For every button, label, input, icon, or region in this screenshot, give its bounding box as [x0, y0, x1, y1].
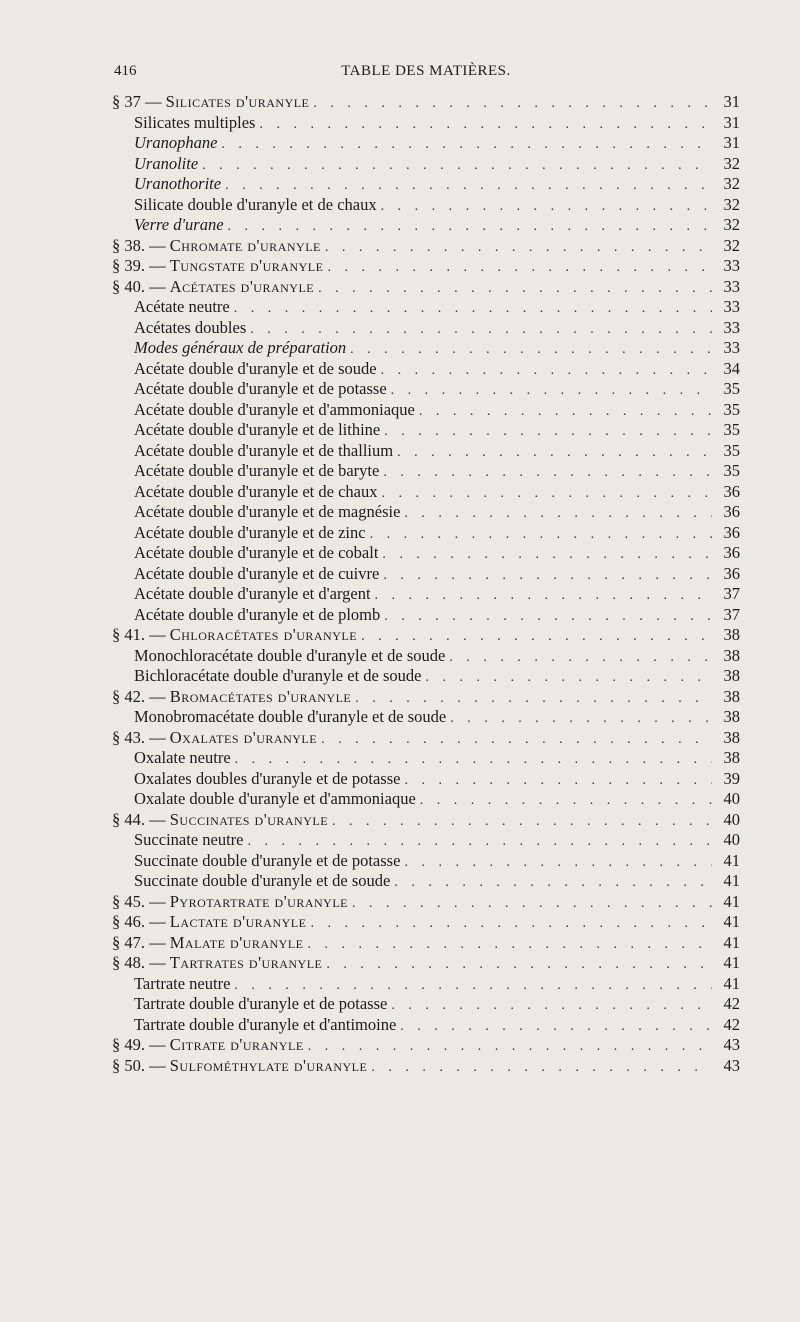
entry-label: Tartrate double d'uranyle et d'antimoine: [134, 1014, 397, 1034]
dot-leader: [308, 1037, 712, 1058]
dot-leader: [384, 422, 712, 443]
toc-entry: [112, 646, 740, 667]
entry-page-number: 38: [723, 625, 740, 644]
entry-label: Succinate neutre: [134, 830, 244, 849]
entry-label: § 44. — Succinates d'uranyle: [112, 809, 329, 829]
entry-label: Acétate double d'uranyle et de cuivre: [134, 563, 380, 583]
section-title: Acétates d'uranyle: [169, 276, 315, 296]
entry-label: § 48. — Tartrates d'uranyle: [112, 953, 323, 972]
section-title: Oxalates d'uranyle: [169, 727, 318, 747]
dot-leader: [384, 607, 712, 628]
toc-entry: [112, 830, 740, 851]
entry-label: Acétate double d'uranyle et de chaux: [134, 481, 378, 501]
dot-leader: [382, 545, 712, 566]
dot-leader: [361, 627, 712, 648]
running-title: TABLE DES MATIÈRES.: [341, 63, 511, 79]
entry-label: § 37 — Silicates d'uranyle: [112, 92, 310, 111]
entry-page-number: 41: [723, 932, 740, 952]
dot-leader: [404, 853, 712, 874]
dot-leader: [420, 791, 712, 812]
entry-label: Uranothorite: [134, 174, 222, 193]
entry-label: Acétate double d'uranyle et de potasse: [134, 379, 387, 398]
toc-entry: [112, 174, 740, 195]
toc-entry: [112, 871, 740, 892]
toc-section-entry: [112, 92, 740, 113]
dot-leader: [381, 361, 712, 382]
dot-leader: [381, 197, 712, 218]
section-number: § 43.: [112, 727, 145, 747]
entry-label: § 46. — Lactate d'uranyle: [112, 912, 307, 931]
entry-label: Acétate neutre: [134, 297, 230, 316]
toc-entry: [112, 666, 740, 687]
entry-label: Uranolite: [134, 153, 199, 173]
section-title: Tartrates d'uranyle: [169, 953, 323, 972]
entry-page-number: 34: [723, 358, 740, 378]
entry-label: Tartrate double d'uranyle et de potasse: [134, 994, 388, 1013]
toc-entry: [112, 584, 740, 605]
dot-leader: [325, 238, 712, 259]
toc-entry: [112, 769, 740, 790]
entry-label: § 43. — Oxalates d'uranyle: [112, 727, 318, 747]
dot-leader: [370, 525, 712, 546]
section-title: Silicates d'uranyle: [165, 92, 310, 111]
entry-page-number: 36: [723, 563, 740, 583]
toc-entry: [112, 338, 740, 359]
dot-leader: [332, 812, 712, 833]
toc-entry: [112, 707, 740, 728]
entry-label: Acétates doubles: [134, 317, 247, 337]
section-number: § 42.: [112, 686, 145, 706]
toc-entry: [112, 154, 740, 175]
dot-leader: [397, 443, 712, 464]
entry-page-number: 36: [723, 543, 740, 562]
entry-page-number: 33: [723, 276, 740, 296]
toc-entry: [112, 215, 740, 236]
entry-page-number: 35: [723, 440, 740, 460]
entry-page-number: 38: [723, 686, 740, 706]
toc-entry: [112, 543, 740, 564]
dot-leader: [375, 586, 712, 607]
dot-leader: [404, 504, 712, 525]
dot-leader: [371, 1058, 712, 1079]
toc-section-entry: [112, 236, 740, 257]
toc-entry: [112, 195, 740, 216]
entry-label: Bichloracétate double d'uranyle et de soude: [134, 666, 422, 685]
entry-page-number: 31: [723, 112, 740, 132]
dot-leader: [394, 873, 712, 894]
entry-label: § 40. — Acétates d'uranyle: [112, 276, 315, 296]
dot-leader: [327, 258, 712, 279]
dot-leader: [321, 730, 712, 751]
page-header: [114, 63, 738, 85]
dot-leader: [383, 463, 712, 484]
entry-page-number: 35: [723, 399, 740, 419]
entry-label: Oxalate neutre: [134, 748, 231, 767]
entry-page-number: 41: [723, 973, 740, 993]
entry-page-number: 35: [723, 461, 740, 480]
dot-leader: [449, 648, 712, 669]
entry-page-number: 35: [723, 379, 740, 398]
section-number: § 45.: [112, 891, 145, 911]
entry-label: § 42. — Bromacétates d'uranyle: [112, 686, 352, 706]
dot-leader: [221, 135, 712, 156]
dot-leader: [404, 771, 712, 792]
toc-section-entry: [112, 1056, 740, 1077]
entry-label: Acétate double d'uranyle et de magnésie: [134, 502, 401, 521]
toc-entry: [112, 789, 740, 810]
dot-leader: [228, 217, 712, 238]
section-number: § 46.: [112, 912, 145, 931]
entry-label: Acétate double d'uranyle et de thallium: [134, 440, 394, 460]
toc-entry: [112, 523, 740, 544]
entry-label: Silicates multiples: [134, 112, 256, 132]
toc-entry: [112, 974, 740, 995]
section-title: Chloracétates d'uranyle: [169, 625, 358, 644]
toc-entry: [112, 748, 740, 769]
entry-page-number: 38: [723, 748, 740, 767]
dot-leader: [234, 299, 712, 320]
section-number: § 50.: [112, 1055, 145, 1075]
entry-page-number: 41: [723, 850, 740, 870]
dot-leader: [234, 976, 712, 997]
entry-page-number: 32: [723, 194, 740, 214]
entry-page-number: 32: [723, 174, 740, 193]
dot-leader: [382, 484, 713, 505]
toc-section-entry: [112, 1035, 740, 1056]
entry-page-number: 41: [723, 891, 740, 911]
dot-leader: [235, 750, 712, 771]
entry-page-number: 39: [723, 768, 740, 788]
dot-leader: [391, 996, 712, 1017]
section-number: § 39.: [112, 256, 145, 275]
dot-leader: [391, 381, 712, 402]
entry-page-number: 41: [723, 871, 740, 890]
entry-page-number: 38: [723, 727, 740, 747]
toc-section-entry: [112, 933, 740, 954]
entry-page-number: 32: [723, 153, 740, 173]
entry-page-number: 36: [723, 481, 740, 501]
entry-label: Tartrate neutre: [134, 973, 231, 993]
dot-leader: [419, 402, 712, 423]
page-number: 416: [114, 63, 137, 79]
dot-leader: [250, 320, 712, 341]
section-title: Sulfométhylate d'uranyle: [169, 1055, 368, 1075]
entry-page-number: 32: [723, 215, 740, 234]
entry-page-number: 35: [723, 420, 740, 439]
entry-label: Acétate double d'uranyle et d'ammoniaque: [134, 399, 415, 419]
entry-page-number: 31: [723, 133, 740, 152]
entry-label: § 41. — Chloracétates d'uranyle: [112, 625, 358, 644]
entry-page-number: 41: [723, 953, 740, 972]
entry-label: Acétate double d'uranyle et de zinc: [134, 522, 366, 542]
entry-label: Verre d'urane: [134, 215, 224, 234]
toc-entry: [112, 359, 740, 380]
entry-label: Acétate double d'uranyle et d'argent: [134, 584, 371, 603]
entry-page-number: 36: [723, 502, 740, 521]
toc-entry: [112, 851, 740, 872]
dot-leader: [400, 1017, 712, 1038]
dot-leader: [426, 668, 713, 689]
entry-page-number: 33: [723, 317, 740, 337]
entry-page-number: 42: [723, 1014, 740, 1034]
toc-entry: [112, 441, 740, 462]
toc-entry: [112, 318, 740, 339]
toc-entry: [112, 379, 740, 400]
toc-entry: [112, 420, 740, 441]
entry-page-number: 40: [723, 809, 740, 829]
toc-entry: [112, 564, 740, 585]
section-number: § 47.: [112, 932, 145, 952]
section-title: Lactate d'uranyle: [169, 912, 307, 931]
section-number: § 48.: [112, 953, 145, 972]
entry-label: § 38. — Chromate d'uranyle: [112, 235, 321, 255]
entry-page-number: 38: [723, 707, 740, 726]
entry-label: Succinate double d'uranyle et de potasse: [134, 850, 401, 870]
toc-section-entry: [112, 728, 740, 749]
entry-page-number: 33: [723, 338, 740, 357]
toc-entry: [112, 297, 740, 318]
toc-entry: [112, 400, 740, 421]
toc-entry: [112, 605, 740, 626]
entry-page-number: 37: [723, 584, 740, 603]
dot-leader: [248, 832, 713, 853]
entry-label: Oxalates doubles d'uranyle et de potasse: [134, 768, 401, 788]
dot-leader: [308, 935, 712, 956]
entry-label: Monochloracétate double d'uranyle et de soude: [134, 645, 446, 665]
dot-leader: [318, 279, 712, 300]
entry-label: Monobromacétate double d'uranyle et de soude: [134, 707, 447, 726]
entry-page-number: 38: [723, 645, 740, 665]
section-title: Chromate d'uranyle: [169, 235, 321, 255]
entry-label: § 39. — Tungstate d'uranyle: [112, 256, 324, 275]
entry-label: § 45. — Pyrotartrate d'uranyle: [112, 891, 349, 911]
entry-page-number: 32: [723, 235, 740, 255]
section-title: Succinates d'uranyle: [169, 809, 329, 829]
entry-label: Oxalate double d'uranyle et d'ammoniaque: [134, 789, 416, 808]
dot-leader: [225, 176, 712, 197]
toc-entry: [112, 1015, 740, 1036]
toc-entry: [112, 113, 740, 134]
section-number: § 41.: [112, 625, 145, 644]
entry-page-number: 41: [723, 912, 740, 931]
toc-section-entry: [112, 912, 740, 933]
entry-page-number: 33: [723, 297, 740, 316]
toc-section-entry: [112, 953, 740, 974]
section-number: § 49.: [112, 1035, 145, 1054]
toc-entry: [112, 502, 740, 523]
entry-page-number: 40: [723, 789, 740, 808]
toc-section-entry: [112, 256, 740, 277]
entry-label: Acétate double d'uranyle et de soude: [134, 358, 377, 378]
entry-label: Acétate double d'uranyle et de cobalt: [134, 543, 379, 562]
entry-label: Acétate double d'uranyle et de plomb: [134, 604, 381, 624]
dot-leader: [259, 115, 712, 136]
entry-page-number: 36: [723, 522, 740, 542]
entry-page-number: 40: [723, 830, 740, 849]
entry-label: Silicate double d'uranyle et de chaux: [134, 194, 377, 214]
entry-page-number: 33: [723, 256, 740, 275]
table-of-contents: [112, 92, 740, 1076]
dot-leader: [310, 914, 712, 935]
entry-label: Uranophane: [134, 133, 218, 152]
toc-entry: [112, 482, 740, 503]
entry-label: Acétate double d'uranyle et de lithine: [134, 420, 381, 439]
entry-page-number: 43: [723, 1035, 740, 1054]
toc-section-entry: [112, 687, 740, 708]
entry-label: § 50. — Sulfométhylate d'uranyle: [112, 1055, 368, 1075]
toc-entry: [112, 994, 740, 1015]
section-title: Tungstate d'uranyle: [169, 256, 324, 275]
toc-section-entry: [112, 625, 740, 646]
entry-page-number: 38: [723, 666, 740, 685]
toc-section-entry: [112, 892, 740, 913]
entry-page-number: 43: [723, 1055, 740, 1075]
toc-entry: [112, 133, 740, 154]
section-number: § 40.: [112, 276, 145, 296]
toc-section-entry: [112, 277, 740, 298]
entry-label: Modes généraux de préparation: [134, 338, 347, 357]
section-number: § 44.: [112, 809, 145, 829]
toc-section-entry: [112, 810, 740, 831]
dot-leader: [313, 94, 712, 115]
entry-label: Acétate double d'uranyle et de baryte: [134, 461, 380, 480]
toc-entry: [112, 461, 740, 482]
dot-leader: [350, 340, 712, 361]
section-title: Pyrotartrate d'uranyle: [169, 891, 349, 911]
dot-leader: [326, 955, 712, 976]
entry-label: Succinate double d'uranyle et de soude: [134, 871, 391, 890]
dot-leader: [383, 566, 712, 587]
entry-page-number: 37: [723, 604, 740, 624]
entry-label: § 47. — Malate d'uranyle: [112, 932, 304, 952]
entry-label: § 49. — Citrate d'uranyle: [112, 1035, 304, 1054]
section-title: Malate d'uranyle: [169, 932, 304, 952]
section-title: Citrate d'uranyle: [169, 1035, 304, 1054]
section-title: Bromacétates d'uranyle: [169, 686, 352, 706]
section-number: § 37: [112, 92, 141, 111]
entry-page-number: 31: [723, 92, 740, 111]
section-number: § 38.: [112, 235, 145, 255]
dot-leader: [450, 709, 712, 730]
dot-leader: [352, 894, 712, 915]
dot-leader: [202, 156, 712, 177]
entry-page-number: 42: [723, 994, 740, 1013]
dot-leader: [355, 689, 712, 710]
